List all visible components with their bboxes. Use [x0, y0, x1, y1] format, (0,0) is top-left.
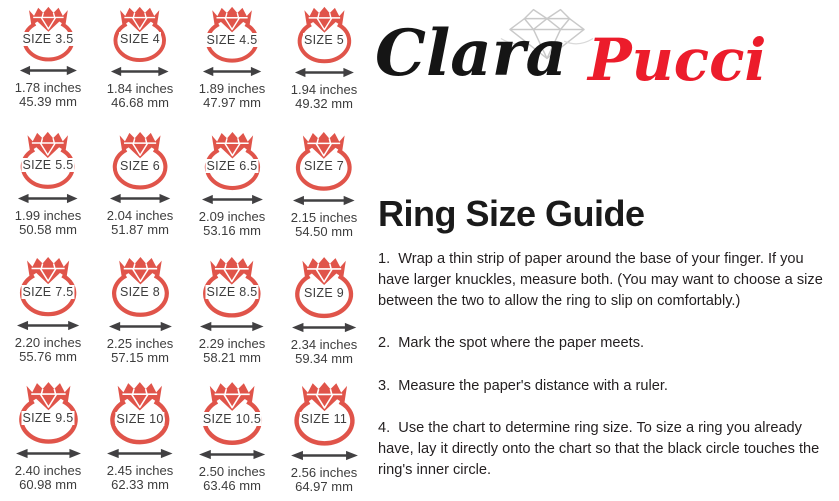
- gem-diamond-icon: [32, 132, 64, 158]
- ring-size-cell: [94, 250, 186, 375]
- gem-diamond-icon: [308, 7, 339, 33]
- engagement-ring-icon: [108, 5, 171, 63]
- ring-size-label: SIZE 11: [300, 412, 348, 427]
- ring-measurements: [291, 83, 358, 111]
- ring-size-cell: [2, 250, 94, 375]
- ring-inches: 1.84 inches: [106, 80, 174, 96]
- ring-mm: 62.33 mm: [111, 477, 169, 493]
- ring-size-cell: [2, 0, 94, 125]
- ring-inches: 2.40 inches: [14, 462, 82, 478]
- ring-measurements: [291, 466, 358, 494]
- engagement-ring-icon: [15, 130, 81, 190]
- brand-name-pucci: Pucci: [588, 26, 767, 94]
- gem-diamond-icon: [308, 132, 341, 159]
- engagement-ring-icon: [106, 255, 175, 318]
- page-title: Ring Size Guide: [378, 193, 645, 234]
- gem-diamond-icon: [214, 382, 249, 411]
- ring-size-label: SIZE 7: [303, 159, 344, 174]
- ring-size-label: SIZE 9.5: [22, 411, 74, 426]
- ring-size-grid: [2, 0, 372, 501]
- ring-size-label: SIZE 6: [119, 158, 161, 173]
- ring-measurements: [107, 464, 174, 492]
- diameter-double-arrow-icon: [15, 448, 82, 459]
- ring-inches: 2.29 inches: [198, 336, 266, 352]
- gem-diamond-icon: [215, 257, 249, 285]
- ring-measurements: [199, 210, 266, 238]
- gem-diamond-icon: [216, 132, 248, 159]
- ring-size-label: SIZE 3.5: [22, 31, 74, 46]
- ring-inches: 2.56 inches: [290, 464, 358, 480]
- ring-inches: 2.45 inches: [106, 463, 174, 479]
- diameter-double-arrow-icon: [110, 66, 170, 77]
- ring-mm: 49.32 mm: [295, 96, 353, 112]
- brand-name-clara: Clara: [375, 16, 567, 91]
- ring-size-cell: [186, 250, 278, 375]
- ring-mm: 51.87 mm: [111, 222, 169, 238]
- diameter-double-arrow-icon: [17, 193, 79, 204]
- ring-inches: 1.78 inches: [14, 80, 82, 96]
- ring-mm: 63.46 mm: [203, 477, 261, 493]
- ring-measurements: [107, 82, 174, 110]
- ring-mm: 45.39 mm: [19, 94, 77, 110]
- engagement-ring-icon: [292, 5, 357, 64]
- diameter-double-arrow-icon: [199, 321, 265, 332]
- ring-size-label: SIZE 6.5: [206, 158, 258, 173]
- engagement-ring-icon: [200, 5, 264, 63]
- ring-mm: 57.15 mm: [111, 349, 169, 365]
- gem-diamond-icon: [307, 257, 341, 285]
- engagement-ring-icon: [289, 255, 359, 319]
- ring-inches: 1.99 inches: [14, 207, 82, 223]
- ring-measurements: [15, 336, 82, 364]
- instruction-step-3: 3. Measure the paper's distance with a ruler.: [378, 377, 668, 394]
- instruction-step-1: 1. Wrap a thin strip of paper around the base of your finger. If you have larger knuckles, measure both. (You may want to choose a size between the two to allow the ring to slip on comfortably.): [378, 251, 827, 310]
- ring-measurements: [107, 337, 174, 365]
- ring-size-label: SIZE 7.5: [22, 284, 74, 299]
- ring-size-cell: [186, 0, 278, 125]
- diameter-double-arrow-icon: [201, 194, 264, 205]
- diameter-double-arrow-icon: [202, 66, 262, 77]
- ring-mm: 53.16 mm: [203, 222, 261, 238]
- ring-measurements: [15, 464, 82, 492]
- info-panel: [375, 0, 837, 501]
- diameter-double-arrow-icon: [16, 320, 80, 331]
- ring-size-cell: [278, 125, 370, 250]
- gem-diamond-icon: [31, 382, 65, 410]
- diameter-double-arrow-icon: [108, 321, 173, 332]
- gem-diamond-icon: [124, 132, 156, 158]
- ring-size-cell: [94, 125, 186, 250]
- ring-size-cell: [278, 0, 370, 125]
- ring-inches: 2.15 inches: [290, 209, 358, 225]
- ring-measurements: [15, 209, 82, 237]
- engagement-ring-icon: [13, 380, 84, 445]
- ring-mm: 54.50 mm: [295, 223, 353, 239]
- diameter-double-arrow-icon: [291, 322, 357, 333]
- ring-measurements: [291, 211, 358, 239]
- diameter-double-arrow-icon: [294, 67, 355, 78]
- ring-size-cell: [2, 375, 94, 500]
- engagement-ring-icon: [107, 130, 173, 190]
- engagement-ring-icon: [197, 255, 267, 318]
- ring-mm: 64.97 mm: [295, 478, 353, 494]
- ring-size-cell: [2, 125, 94, 250]
- gem-diamond-icon: [216, 7, 247, 32]
- ring-size-label: SIZE 4: [119, 32, 161, 47]
- engagement-ring-icon: [104, 380, 176, 445]
- ring-mm: 50.58 mm: [19, 221, 77, 237]
- engagement-ring-icon: [196, 380, 268, 446]
- gem-diamond-icon: [33, 7, 63, 32]
- ring-mm: 47.97 mm: [203, 95, 261, 111]
- gem-diamond-icon: [306, 382, 341, 411]
- gem-diamond-icon: [31, 257, 64, 284]
- ring-measurements: [199, 465, 266, 493]
- diameter-double-arrow-icon: [198, 449, 266, 460]
- ring-measurements: [107, 209, 174, 237]
- ring-inches: 2.25 inches: [106, 335, 174, 351]
- ring-mm: 59.34 mm: [295, 351, 353, 367]
- ring-measurements: [291, 338, 358, 366]
- brand-logo: [375, 6, 835, 106]
- gem-diamond-icon: [125, 7, 156, 32]
- ring-inches: 2.20 inches: [14, 335, 82, 351]
- instructions-list: [378, 249, 838, 501]
- ring-size-cell: [94, 0, 186, 125]
- ring-inches: 1.89 inches: [198, 81, 266, 97]
- engagement-ring-icon: [17, 5, 80, 62]
- ring-size-cell: [186, 375, 278, 500]
- ring-measurements: [199, 337, 266, 365]
- engagement-ring-icon: [14, 255, 82, 317]
- ring-size-label: SIZE 8: [119, 285, 161, 300]
- diameter-double-arrow-icon: [292, 195, 356, 206]
- ring-measurements: [15, 81, 82, 109]
- ring-size-cell: [278, 375, 370, 500]
- diameter-double-arrow-icon: [106, 448, 174, 459]
- gem-diamond-icon: [123, 382, 158, 410]
- diameter-double-arrow-icon: [19, 65, 78, 76]
- ring-measurements: [199, 82, 266, 110]
- ring-mm: 60.98 mm: [19, 476, 77, 492]
- ring-size-label: SIZE 8.5: [206, 285, 258, 300]
- ring-mm: 58.21 mm: [203, 350, 261, 366]
- ring-inches: 2.09 inches: [198, 208, 266, 224]
- instruction-step-2: 2. Mark the spot where the paper meets.: [378, 335, 645, 352]
- engagement-ring-icon: [288, 380, 361, 447]
- diameter-double-arrow-icon: [290, 450, 359, 461]
- ring-mm: 55.76 mm: [19, 349, 77, 365]
- ring-size-label: SIZE 9: [303, 285, 344, 300]
- ring-mm: 46.68 mm: [111, 94, 169, 110]
- instruction-step-4: 4. Use the chart to determine ring size. To size a ring you already have, lay it directly onto the chart so that the black circle touches the ring's inner circle.: [378, 419, 824, 479]
- ring-size-label: SIZE 5: [303, 32, 344, 47]
- engagement-ring-icon: [199, 130, 266, 191]
- ring-size-label: SIZE 5.5: [22, 158, 74, 173]
- ring-size-label: SIZE 4.5: [206, 32, 258, 47]
- ring-size-cell: [94, 375, 186, 500]
- ring-size-label: SIZE 10: [116, 411, 164, 426]
- engagement-ring-icon: [290, 130, 358, 192]
- gem-diamond-icon: [123, 257, 156, 284]
- ring-inches: 2.04 inches: [106, 208, 174, 224]
- ring-inches: 1.94 inches: [290, 82, 358, 98]
- ring-size-cell: [186, 125, 278, 250]
- ring-inches: 2.50 inches: [198, 463, 266, 479]
- ring-size-label: SIZE 10.5: [202, 411, 262, 426]
- ring-size-cell: [278, 250, 370, 375]
- ring-inches: 2.34 inches: [290, 337, 358, 353]
- diameter-double-arrow-icon: [109, 193, 171, 204]
